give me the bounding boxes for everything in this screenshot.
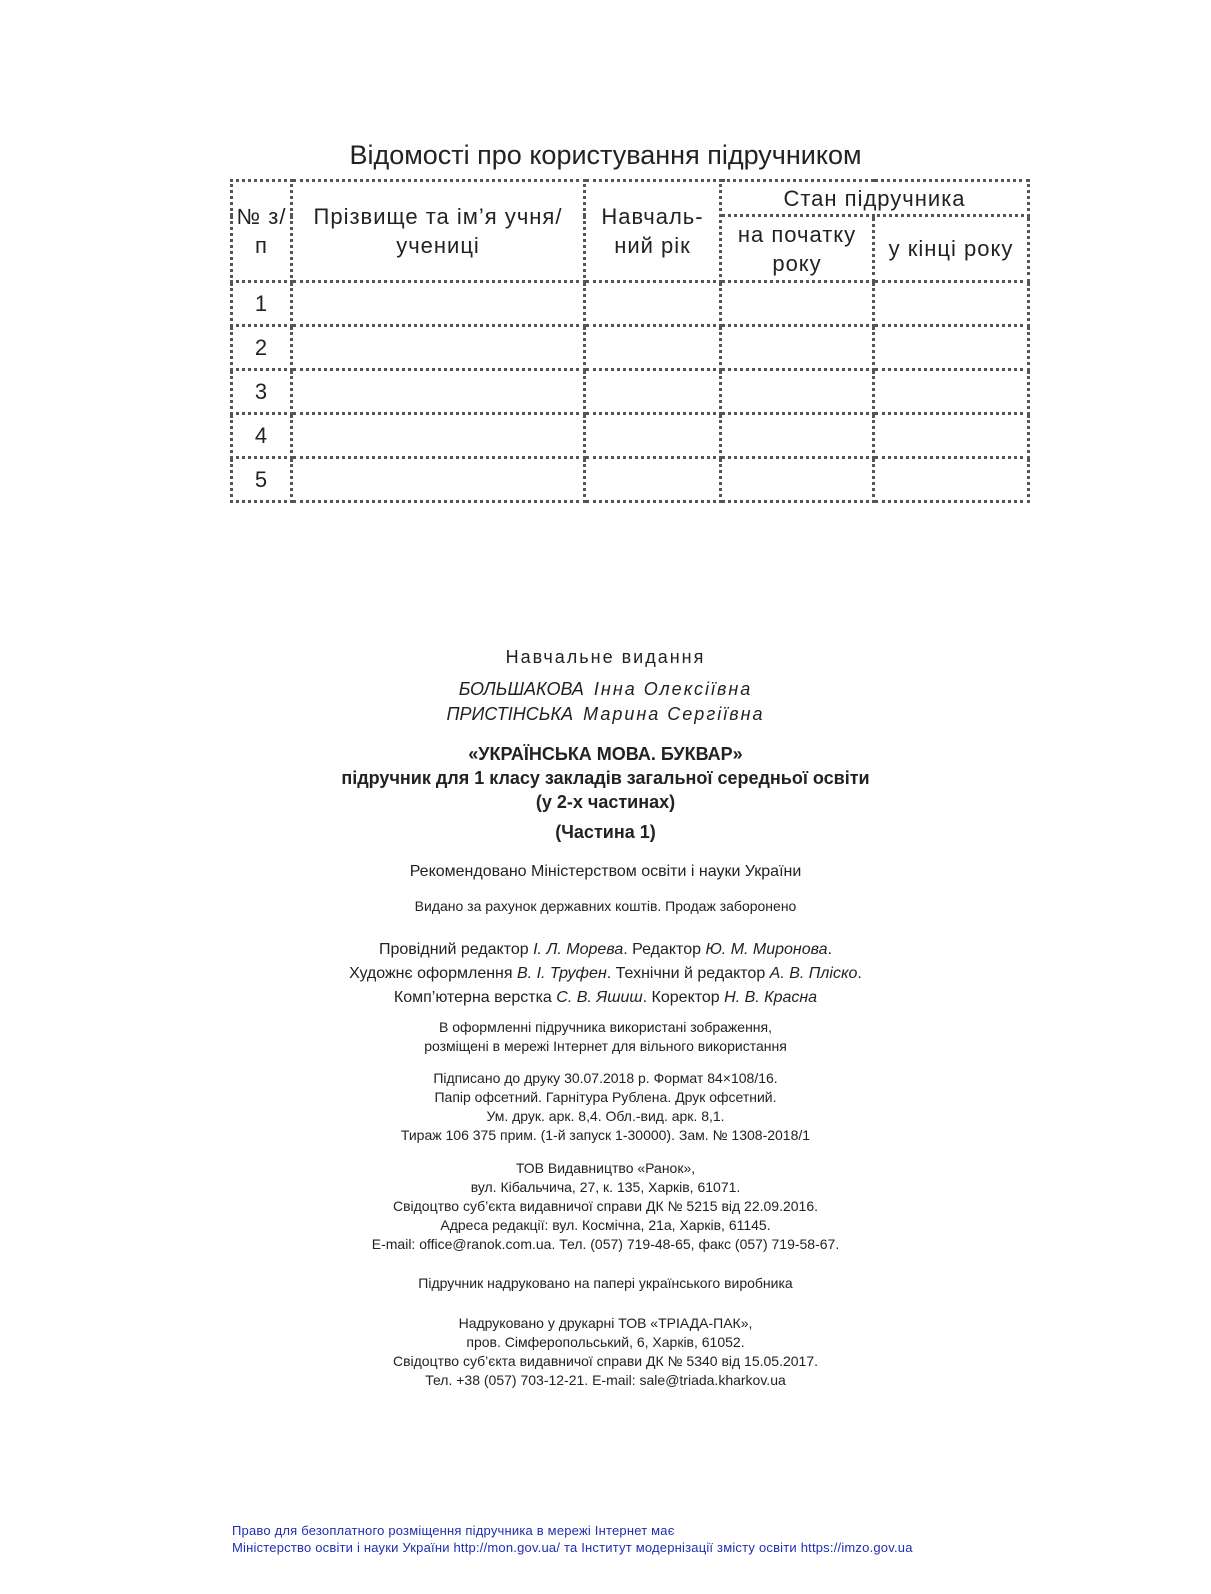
header-book-condition: Стан підручника <box>721 181 1029 216</box>
table-row <box>232 414 1029 458</box>
row-number: 3 <box>232 370 292 414</box>
printer-line: Тел. +38 (057) 703-12-21. E-mail: sale@triada.kharkov.ua <box>425 1372 786 1388</box>
credit-role: . <box>827 941 832 958</box>
condition-start-cell[interactable] <box>721 458 874 502</box>
printer-info <box>0 1314 1211 1390</box>
edition-type: Навчальне видання <box>505 647 706 667</box>
name-cell[interactable] <box>292 326 585 370</box>
credit-person: Н. В. Красна <box>724 989 818 1006</box>
condition-start-cell[interactable] <box>721 282 874 326</box>
publisher-info <box>0 1159 1211 1254</box>
credits-line <box>0 986 1211 1010</box>
credit-person: В. І. Труфен <box>517 965 607 982</box>
condition-start-cell[interactable] <box>721 326 874 370</box>
credits-line <box>0 938 1211 962</box>
printer-line: Надруковано у друкарні ТОВ «ТРІАДА-ПАК», <box>458 1315 753 1331</box>
book-title-block <box>0 742 1211 814</box>
rights-footer-line-1: Право для безоплатного розміщення підручника в мережі Інтернет має <box>232 1523 675 1538</box>
year-cell[interactable] <box>585 414 721 458</box>
rights-footer <box>232 1522 913 1556</box>
print-details <box>0 1069 1211 1145</box>
paper-note: Підручник надруковано на папері українського виробника <box>418 1275 793 1291</box>
condition-start-cell[interactable] <box>721 370 874 414</box>
usage-title: Відомості про користування підручником <box>349 140 862 170</box>
usage-rows <box>232 282 1029 502</box>
funding-note: Видано за рахунок державних коштів. Продаж заборонено <box>414 898 797 914</box>
name-cell[interactable] <box>292 414 585 458</box>
header-condition-start: на початку року <box>721 216 874 282</box>
year-cell[interactable] <box>585 282 721 326</box>
publisher-line: Свідоцтво суб’єкта видавничої справи ДК № 5215 від 22.09.2016. <box>392 1198 819 1214</box>
condition-end-cell[interactable] <box>874 326 1029 370</box>
year-cell[interactable] <box>585 326 721 370</box>
table-row <box>232 458 1029 502</box>
credit-role: Комп’ютерна верстка <box>393 989 557 1006</box>
credits-line <box>0 962 1211 986</box>
condition-end-cell[interactable] <box>874 458 1029 502</box>
row-number: 5 <box>232 458 292 502</box>
usage-table <box>230 179 1030 503</box>
print-details-line: Підписано до друку 30.07.2018 р. Формат 84×108/16. <box>433 1070 778 1086</box>
print-details-line: Папір офсетний. Гарнітура Рублена. Друк офсетний. <box>434 1089 777 1105</box>
printer-line: пров. Сімферопольський, 6, Харків, 61052. <box>466 1334 745 1350</box>
condition-end-cell[interactable] <box>874 282 1029 326</box>
name-cell[interactable] <box>292 458 585 502</box>
row-number: 4 <box>232 414 292 458</box>
credit-role: Провідний редактор <box>379 941 534 958</box>
condition-end-cell[interactable] <box>874 370 1029 414</box>
condition-end-cell[interactable] <box>874 414 1029 458</box>
credit-person: Ю. М. Миронова <box>705 941 828 958</box>
table-row <box>232 326 1029 370</box>
print-details-line: Ум. друк. арк. 8,4. Обл.-вид. арк. 8,1. <box>486 1108 725 1124</box>
name-cell[interactable] <box>292 370 585 414</box>
header-number: № з/п <box>232 181 292 282</box>
publisher-line: Адреса редакції: вул. Космічна, 21а, Харків, 61145. <box>440 1217 771 1233</box>
book-subtitle: підручник для 1 класу закладів загальної середньої освіти <box>341 768 870 788</box>
credit-person: І. Л. Морева <box>533 941 624 958</box>
name-cell[interactable] <box>292 282 585 326</box>
author-1: БОЛЬШАКОВА Інна Олексіївна <box>458 679 753 699</box>
header-student-name: Прізвище та ім’я учня/учениці <box>292 181 585 282</box>
book-part: (Частина 1) <box>555 822 656 842</box>
book-parts: (у 2-х частинах) <box>535 792 676 812</box>
publisher-line: вул. Кібальчича, 27, к. 135, Харків, 61071. <box>470 1179 741 1195</box>
year-cell[interactable] <box>585 458 721 502</box>
credit-person: С. В. Яшиш <box>556 989 643 1006</box>
header-school-year: Навчаль-ний рік <box>585 181 721 282</box>
year-cell[interactable] <box>585 370 721 414</box>
credit-role: . Редактор <box>623 941 706 958</box>
table-row <box>232 282 1029 326</box>
publisher-line: ТОВ Видавництво «Ранок», <box>515 1160 696 1176</box>
images-note <box>0 1018 1211 1056</box>
credit-role: . Коректор <box>642 989 725 1006</box>
images-note-line: В оформленні підручника використані зображення, <box>438 1019 773 1035</box>
row-number: 2 <box>232 326 292 370</box>
row-number: 1 <box>232 282 292 326</box>
authors <box>0 677 1211 727</box>
author-2: ПРИСТІНСЬКА Марина Сергіївна <box>446 704 765 724</box>
publisher-line: E-mail: office@ranok.com.ua. Тел. (057) 719-48-65, факс (057) 719-58-67. <box>371 1236 840 1252</box>
recommended-note: Рекомендовано Міністерством освіти і науки України <box>409 863 802 880</box>
rights-footer-line-2: Міністерство освіти і науки України http://mon.gov.ua/ та Інститут модернізації змісту освіти https://imzo.gov.ua <box>232 1540 913 1555</box>
credit-role: . <box>857 965 862 982</box>
images-note-line: розміщені в мережі Інтернет для вільного використання <box>424 1038 787 1054</box>
book-title: «УКРАЇНСЬКА МОВА. БУКВАР» <box>468 744 743 764</box>
condition-start-cell[interactable] <box>721 414 874 458</box>
credits-block <box>0 938 1211 1010</box>
credit-person: А. В. Пліско <box>769 965 858 982</box>
table-row <box>232 370 1029 414</box>
credit-role: . Технічни й редактор <box>606 965 770 982</box>
credit-role: Художнє оформлення <box>349 965 517 982</box>
print-details-line: Тираж 106 375 прим. (1-й запуск 1-30000). Зам. № 1308-2018/1 <box>400 1127 811 1143</box>
printer-line: Свідоцтво суб’єкта видавничої справи ДК № 5340 від 15.05.2017. <box>392 1353 819 1369</box>
header-condition-end: у кінці року <box>874 216 1029 282</box>
